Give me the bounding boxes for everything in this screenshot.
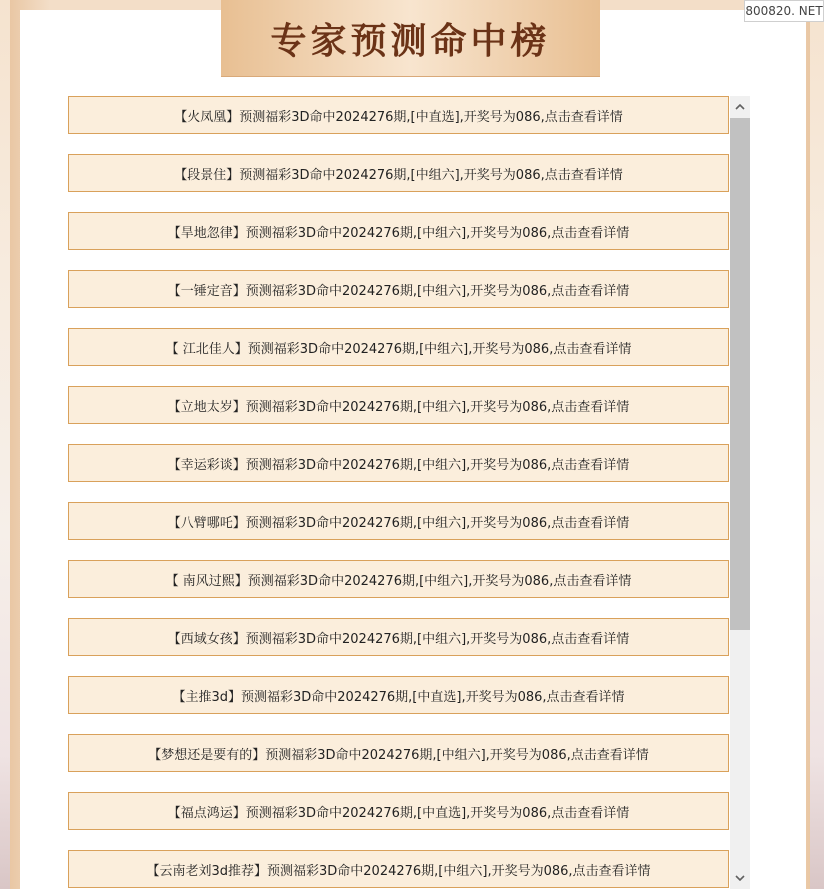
chevron-down-icon xyxy=(735,875,745,881)
chevron-up-icon xyxy=(735,104,745,110)
list-item[interactable]: 【主推3d】预测福彩3D命中2024276期,[中直选],开奖号为086,点击查看详情 xyxy=(68,676,729,714)
vertical-scrollbar[interactable] xyxy=(730,96,750,889)
prediction-list xyxy=(68,96,729,889)
list-item[interactable]: 【幸运彩谈】预测福彩3D命中2024276期,[中组六],开奖号为086,点击查看详情 xyxy=(68,444,729,482)
scroll-down-button[interactable] xyxy=(730,867,750,889)
list-item[interactable]: 【火凤凰】预测福彩3D命中2024276期,[中直选],开奖号为086,点击查看详情 xyxy=(68,96,729,134)
list-item[interactable]: 【一锤定音】预测福彩3D命中2024276期,[中组六],开奖号为086,点击查看详情 xyxy=(68,270,729,308)
list-item[interactable]: 【 江北佳人】预测福彩3D命中2024276期,[中组六],开奖号为086,点击查看详情 xyxy=(68,328,729,366)
page-title: 专家预测命中榜 xyxy=(270,20,551,62)
title-banner xyxy=(221,0,600,77)
list-item[interactable]: 【梦想还是要有的】预测福彩3D命中2024276期,[中组六],开奖号为086,点击查看详情 xyxy=(68,734,729,772)
list-item[interactable]: 【旱地忽律】预测福彩3D命中2024276期,[中组六],开奖号为086,点击查看详情 xyxy=(68,212,729,250)
scroll-thumb[interactable] xyxy=(730,118,750,630)
scroll-up-button[interactable] xyxy=(730,96,750,118)
list-item[interactable]: 【福点鸿运】预测福彩3D命中2024276期,[中直选],开奖号为086,点击查看详情 xyxy=(68,792,729,830)
list-item[interactable]: 【段景住】预测福彩3D命中2024276期,[中组六],开奖号为086,点击查看详情 xyxy=(68,154,729,192)
list-item[interactable]: 【云南老刘3d推荐】预测福彩3D命中2024276期,[中组六],开奖号为086,点击查看详情 xyxy=(68,850,729,888)
list-item[interactable]: 【西域女孩】预测福彩3D命中2024276期,[中组六],开奖号为086,点击查看详情 xyxy=(68,618,729,656)
list-item[interactable]: 【 南风过熙】预测福彩3D命中2024276期,[中组六],开奖号为086,点击查看详情 xyxy=(68,560,729,598)
list-item[interactable]: 【立地太岁】预测福彩3D命中2024276期,[中组六],开奖号为086,点击查看详情 xyxy=(68,386,729,424)
list-item[interactable]: 【八臂哪吒】预测福彩3D命中2024276期,[中组六],开奖号为086,点击查看详情 xyxy=(68,502,729,540)
site-watermark: 800820. NET xyxy=(744,0,824,22)
